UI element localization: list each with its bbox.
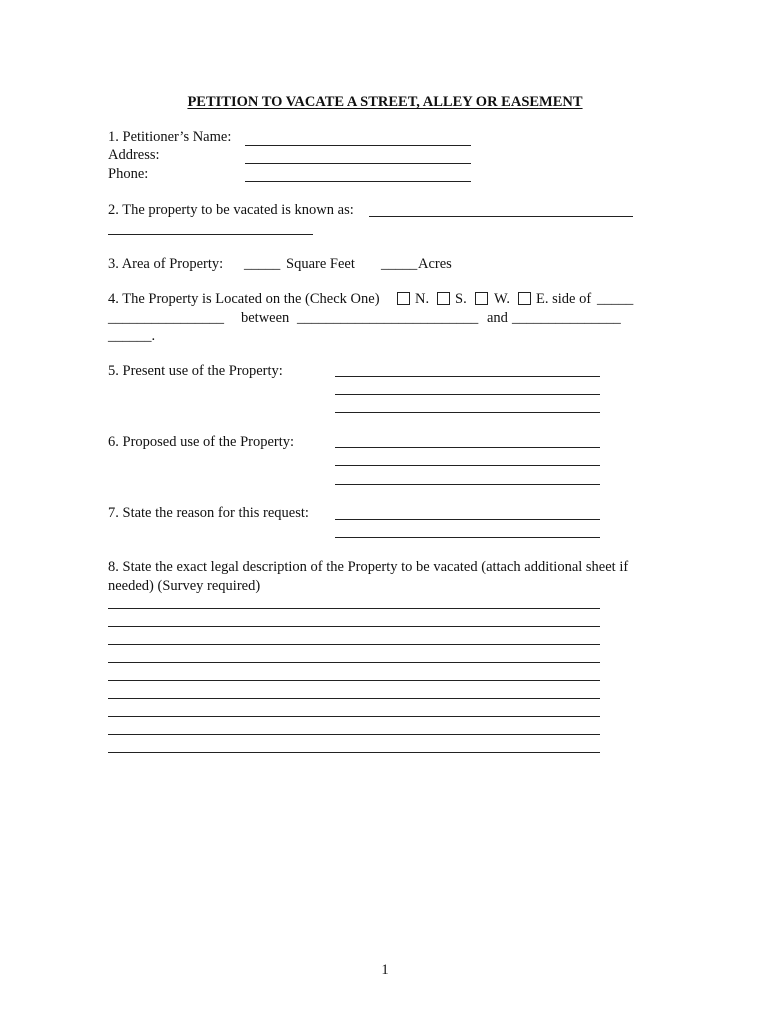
west-label: W. (494, 291, 510, 307)
address-field[interactable] (245, 163, 471, 164)
legal-description-line-9[interactable] (108, 752, 600, 753)
property-known-as-field-2[interactable] (108, 234, 313, 235)
present-use-line-3[interactable] (335, 412, 600, 413)
legal-description-line-5[interactable] (108, 680, 600, 681)
legal-description-line-7[interactable] (108, 716, 600, 717)
location-label: 4. The Property is Located on the (Check One) (108, 291, 380, 307)
legal-description-line-4[interactable] (108, 662, 600, 663)
and-label: and (487, 310, 508, 326)
street-blank-4[interactable]: ______. (108, 328, 156, 344)
legal-description-line-8[interactable] (108, 734, 600, 735)
area-of-property-label: 3. Area of Property: (108, 256, 224, 272)
proposed-use-line-1[interactable] (335, 447, 600, 448)
acres-blank[interactable]: _____ (381, 256, 418, 272)
south-checkbox[interactable] (437, 292, 450, 305)
legal-description-line-6[interactable] (108, 698, 600, 699)
east-checkbox[interactable] (518, 292, 531, 305)
present-use-line-1[interactable] (335, 376, 600, 377)
legal-description-line-3[interactable] (108, 644, 600, 645)
form-title: PETITION TO VACATE A STREET, ALLEY OR EASEMENT (187, 94, 583, 110)
street-blank-2[interactable]: _________________________ (297, 310, 479, 326)
legal-description-line-2[interactable] (108, 626, 600, 627)
present-use-line-2[interactable] (335, 394, 600, 395)
street-blank-1[interactable]: ________________ (108, 310, 224, 326)
petitioner-name-field[interactable] (245, 145, 471, 146)
address-label: Address: (108, 147, 160, 163)
between-label: between (241, 310, 290, 326)
petitioner-name-label: 1. Petitioner’s Name: (108, 129, 232, 145)
present-use-label: 5. Present use of the Property: (108, 363, 283, 379)
north-checkbox[interactable] (397, 292, 410, 305)
east-side-of-label: E. side of (536, 291, 592, 307)
property-known-as-label: 2. The property to be vacated is known as: (108, 202, 354, 218)
square-feet-label: Square Feet (286, 256, 355, 272)
phone-field[interactable] (245, 181, 471, 182)
property-known-as-field[interactable] (369, 216, 633, 217)
north-label: N. (415, 291, 430, 307)
reason-line-2[interactable] (335, 537, 600, 538)
proposed-use-line-3[interactable] (335, 484, 600, 485)
square-feet-blank[interactable]: _____ (244, 256, 281, 272)
proposed-use-line-2[interactable] (335, 465, 600, 466)
street-blank-3[interactable]: _______________ (512, 310, 621, 326)
legal-description-line-1[interactable] (108, 608, 600, 609)
legal-description-label: 8. State the exact legal description of the Property to be vacated (attach additional sheet if needed) (Survey required) (108, 559, 629, 594)
phone-label: Phone: (108, 166, 149, 182)
reason-label: 7. State the reason for this request: (108, 505, 309, 521)
west-checkbox[interactable] (475, 292, 488, 305)
proposed-use-label: 6. Proposed use of the Property: (108, 434, 295, 450)
page-number: 1 (381, 962, 389, 978)
side-of-blank[interactable]: _____ (597, 291, 634, 307)
south-label: S. (455, 291, 467, 307)
acres-label: Acres (418, 256, 452, 272)
reason-line-1[interactable] (335, 519, 600, 520)
